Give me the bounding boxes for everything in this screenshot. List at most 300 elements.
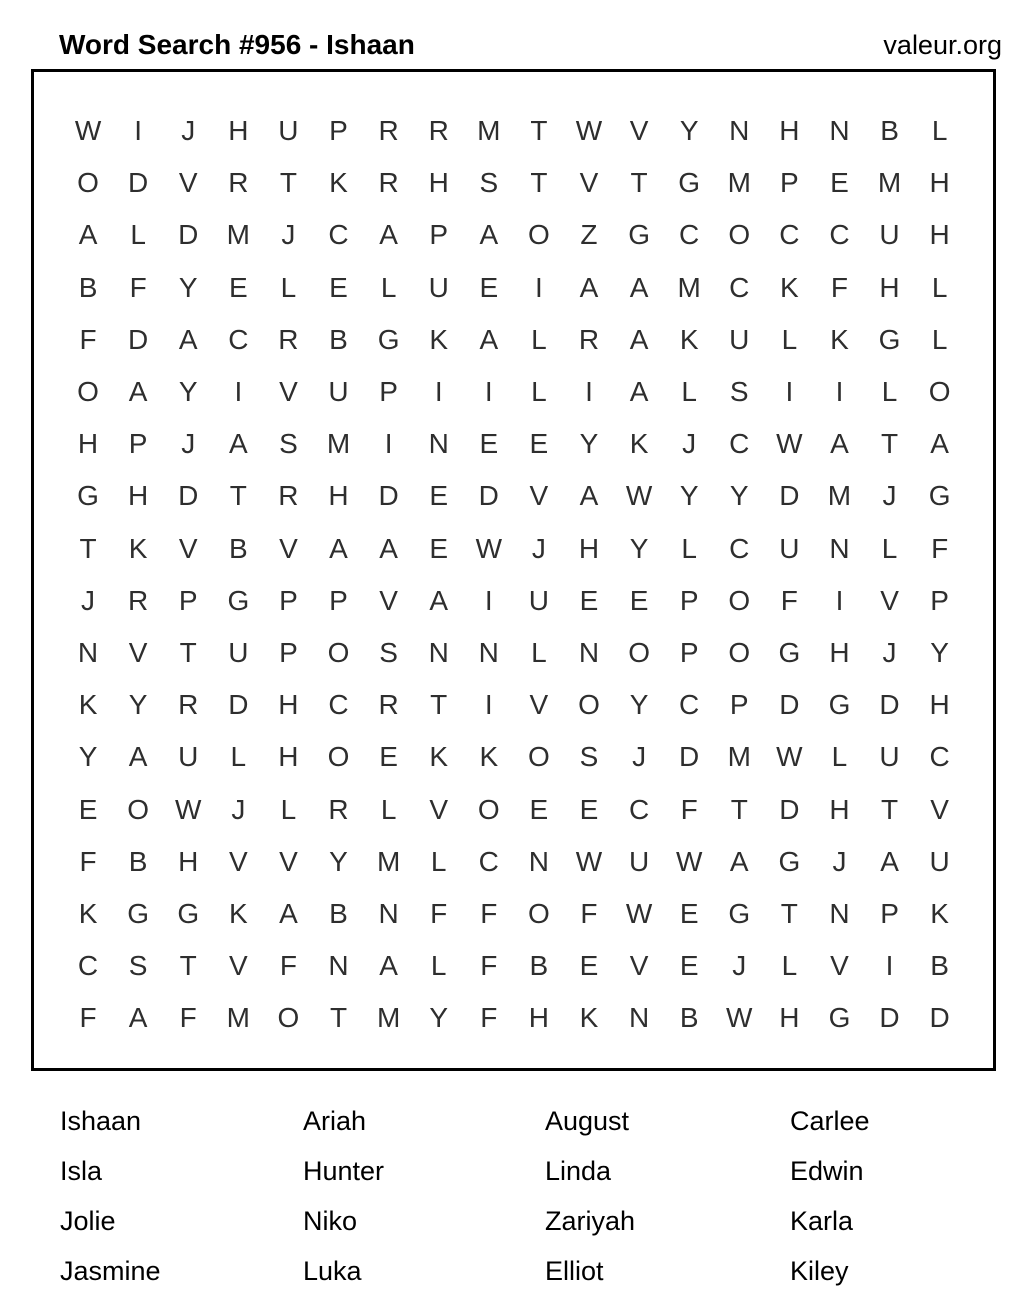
word-item: Jasmine [60, 1256, 161, 1286]
grid-cell: F [931, 532, 949, 564]
grid-cell: F [680, 793, 698, 825]
grid-cell: E [379, 741, 398, 773]
grid-cell: T [630, 167, 648, 199]
grid-cell: H [428, 167, 449, 199]
grid-cell: H [578, 532, 600, 564]
grid-cell: R [378, 689, 399, 721]
word-item: Ariah [303, 1106, 367, 1136]
grid-cell: T [279, 167, 297, 199]
grid-cell: N [829, 532, 850, 564]
grid-cell: I [434, 376, 443, 408]
grid-cell: E [579, 950, 599, 982]
grid-cell: A [78, 219, 98, 251]
grid-cell: L [881, 532, 898, 564]
word-search-grid [31, 69, 996, 1071]
grid-cell: O [528, 219, 550, 251]
grid-cell: B [128, 845, 148, 877]
grid-cell: W [175, 793, 202, 825]
grid-cell: C [328, 689, 349, 721]
grid-cell: E [579, 793, 599, 825]
grid-cell: A [479, 323, 499, 355]
grid-cell: V [228, 950, 248, 982]
grid-cell: M [376, 845, 401, 877]
grid-cell: G [377, 323, 400, 355]
grid-cell: W [475, 532, 503, 564]
grid-cell: A [930, 428, 949, 460]
grid-cell: E [228, 271, 248, 303]
grid-cell: N [729, 115, 750, 147]
grid-cell: L [380, 793, 397, 825]
grid-cell: R [378, 167, 399, 199]
grid-cell: E [830, 167, 849, 199]
grid-cell: L [531, 636, 547, 668]
grid-cell: E [329, 271, 348, 303]
grid-cell: W [726, 1002, 753, 1034]
grid-cell: O [578, 689, 600, 721]
grid-cell: A [128, 741, 148, 773]
grid-cell: Y [78, 741, 98, 773]
grid-cell: H [929, 689, 950, 721]
grid-cell: K [78, 689, 98, 721]
grid-cell: G [628, 219, 650, 251]
grid-cell: N [428, 636, 449, 668]
grid-cell: O [628, 636, 650, 668]
grid-cell: F [480, 897, 498, 929]
grid-cell: Y [679, 480, 699, 512]
grid-cell: D [378, 480, 399, 512]
grid-cell: C [729, 428, 750, 460]
letter-grid [63, 105, 965, 1044]
grid-cell: D [228, 689, 249, 721]
grid-cell: D [879, 1002, 900, 1034]
grid-cell: F [79, 1002, 97, 1034]
grid-cell: L [881, 376, 898, 408]
grid-cell: I [384, 428, 393, 460]
grid-cell: K [228, 897, 248, 929]
grid-cell: R [328, 793, 349, 825]
grid-cell: H [779, 115, 800, 147]
grid-cell: N [829, 115, 850, 147]
grid-cell: D [679, 741, 700, 773]
grid-cell: B [329, 323, 348, 355]
grid-cell: O [77, 167, 99, 199]
grid-cell: J [732, 950, 747, 982]
grid-cell: L [681, 532, 697, 564]
grid-cell: R [428, 115, 449, 147]
grid-cell: U [929, 845, 950, 877]
grid-cell: O [728, 219, 751, 251]
grid-cell: V [880, 584, 899, 616]
word-item: Ishaan [60, 1106, 142, 1136]
grid-cell: Y [930, 636, 949, 668]
word-item: Hunter [303, 1156, 385, 1186]
grid-cell: I [484, 689, 493, 721]
grid-cell: T [79, 532, 97, 564]
page-title: Word Search #956 - Ishaan [59, 29, 415, 60]
grid-cell: U [428, 271, 449, 303]
grid-cell: U [729, 323, 750, 355]
grid-cell: J [531, 532, 546, 564]
grid-cell: L [931, 271, 948, 303]
grid-cell: Y [178, 271, 198, 303]
grid-cell: K [780, 271, 799, 303]
grid-cell: C [829, 219, 850, 251]
grid-cell: O [728, 584, 751, 616]
grid-cell: N [378, 897, 399, 929]
grid-cell: N [328, 950, 349, 982]
grid-cell: K [629, 428, 649, 460]
grid-cell: D [879, 689, 900, 721]
grid-cell: R [178, 689, 199, 721]
grid-cell: V [529, 689, 549, 721]
grid-cell: E [479, 428, 499, 460]
grid-cell: L [130, 219, 146, 251]
word-item: Niko [303, 1206, 358, 1236]
grid-cell: J [882, 480, 897, 512]
word-item: Jolie [60, 1206, 116, 1236]
grid-cell: C [77, 950, 99, 982]
grid-cell: T [780, 897, 798, 929]
grid-cell: J [231, 793, 246, 825]
grid-cell: O [528, 741, 550, 773]
grid-cell: A [178, 323, 198, 355]
grid-cell: O [327, 741, 350, 773]
grid-cell: D [779, 480, 800, 512]
grid-cell: P [279, 584, 298, 616]
grid-cell: I [484, 376, 493, 408]
grid-cell: A [629, 271, 649, 303]
grid-cell: T [430, 689, 448, 721]
grid-cell: S [379, 636, 398, 668]
grid-cell: F [79, 323, 97, 355]
grid-cell: H [178, 845, 199, 877]
grid-cell: T [530, 167, 548, 199]
grid-cell: C [729, 532, 750, 564]
grid-cell: H [228, 115, 249, 147]
grid-cell: E [529, 428, 549, 460]
grid-cell: G [177, 897, 200, 929]
grid-cell: H [879, 271, 900, 303]
grid-cell: G [778, 845, 801, 877]
grid-cell: H [528, 1002, 549, 1034]
grid-cell: H [929, 167, 950, 199]
grid-cell: L [931, 115, 948, 147]
grid-cell: V [279, 845, 298, 877]
grid-cell: K [429, 741, 449, 773]
grid-cell: S [729, 376, 749, 408]
grid-cell: R [128, 584, 149, 616]
grid-cell: C [628, 793, 650, 825]
grid-cell: G [828, 689, 851, 721]
grid-cell: D [128, 323, 149, 355]
grid-cell: C [328, 219, 349, 251]
word-list [0, 1096, 1030, 1314]
grid-cell: K [679, 323, 699, 355]
grid-cell: V [178, 167, 198, 199]
grid-cell: G [127, 897, 150, 929]
grid-cell: K [930, 897, 949, 929]
grid-cell: U [228, 636, 249, 668]
grid-cell: U [879, 741, 900, 773]
grid-cell: E [579, 584, 599, 616]
grid-cell: H [328, 480, 349, 512]
grid-cell: P [880, 897, 899, 929]
word-item: Karla [790, 1206, 854, 1236]
grid-cell: A [729, 845, 749, 877]
grid-cell: C [679, 219, 700, 251]
grid-cell: J [281, 219, 296, 251]
grid-cell: U [328, 376, 349, 408]
grid-cell: I [484, 584, 493, 616]
grid-cell: V [930, 793, 949, 825]
grid-cell: I [585, 376, 593, 408]
grid-cell: P [329, 584, 348, 616]
grid-cell: T [229, 480, 247, 512]
grid-cell: L [230, 741, 247, 773]
grid-cell: B [228, 532, 248, 564]
word-item: Linda [545, 1156, 612, 1186]
grid-cell: A [429, 584, 449, 616]
grid-cell: I [835, 584, 844, 616]
grid-cell: K [429, 323, 449, 355]
grid-cell: B [78, 271, 98, 303]
grid-cell: P [930, 584, 949, 616]
grid-cell: M [727, 741, 751, 773]
grid-cell: U [178, 741, 199, 773]
grid-cell: O [327, 636, 350, 668]
grid-cell: U [278, 115, 299, 147]
grid-cell: A [128, 1002, 148, 1034]
grid-cell: Y [629, 689, 649, 721]
grid-cell: Y [629, 532, 649, 564]
grid-cell: A [128, 376, 148, 408]
grid-cell: L [681, 376, 697, 408]
grid-cell: L [280, 793, 297, 825]
word-item: Carlee [790, 1106, 870, 1136]
grid-cell: J [181, 428, 196, 460]
grid-cell: H [128, 480, 149, 512]
grid-cell: L [380, 271, 397, 303]
grid-cell: O [928, 376, 951, 408]
grid-cell: O [127, 793, 150, 825]
grid-cell: R [278, 480, 299, 512]
grid-cell: M [727, 167, 751, 199]
grid-cell: L [831, 741, 848, 773]
grid-cell: I [835, 376, 844, 408]
grid-cell: B [529, 950, 549, 982]
grid-cell: O [728, 636, 751, 668]
grid-cell: H [829, 636, 850, 668]
word-item: August [545, 1106, 630, 1136]
grid-cell: Y [128, 689, 148, 721]
grid-cell: C [929, 741, 950, 773]
grid-cell: F [830, 271, 848, 303]
site-link[interactable]: valeur.org [883, 30, 1002, 60]
grid-cell: S [579, 741, 599, 773]
grid-cell: P [679, 636, 699, 668]
grid-cell: A [629, 323, 649, 355]
grid-cell: W [575, 115, 603, 147]
grid-cell: L [781, 950, 798, 982]
grid-cell: E [529, 793, 549, 825]
grid-cell: D [779, 793, 800, 825]
word-item: Kiley [790, 1256, 849, 1286]
grid-cell: E [629, 584, 649, 616]
grid-cell: G [678, 167, 701, 199]
grid-cell: K [78, 897, 98, 929]
grid-cell: T [730, 793, 748, 825]
grid-cell: J [882, 636, 897, 668]
grid-cell: M [677, 271, 701, 303]
grid-cell: A [830, 428, 849, 460]
grid-cell: G [828, 1002, 851, 1034]
grid-cell: K [128, 532, 148, 564]
grid-cell: V [279, 376, 298, 408]
grid-cell: P [128, 428, 148, 460]
grid-cell: Y [429, 1002, 449, 1034]
grid-cell: G [728, 897, 751, 929]
grid-cell: A [379, 532, 398, 564]
grid-cell: U [628, 845, 650, 877]
grid-cell: O [528, 897, 550, 929]
grid-cell: W [575, 845, 603, 877]
grid-cell: F [279, 950, 297, 982]
grid-cell: J [682, 428, 697, 460]
word-item: Elliot [545, 1256, 604, 1286]
grid-cell: A [629, 376, 649, 408]
grid-cell: H [779, 1002, 800, 1034]
grid-cell: F [179, 1002, 197, 1034]
grid-cell: L [781, 323, 798, 355]
grid-cell: T [179, 950, 197, 982]
grid-cell: B [930, 950, 949, 982]
grid-cell: F [129, 271, 147, 303]
grid-cell: G [878, 323, 901, 355]
grid-cell: D [478, 480, 499, 512]
word-item: Edwin [790, 1156, 864, 1186]
grid-cell: V [529, 480, 549, 512]
grid-cell: K [329, 167, 348, 199]
grid-cell: L [531, 376, 547, 408]
grid-cell: J [832, 845, 847, 877]
grid-cell: D [178, 480, 199, 512]
grid-cell: S [479, 167, 499, 199]
grid-cell: Y [579, 428, 599, 460]
grid-cell: G [77, 480, 99, 512]
grid-cell: L [280, 271, 297, 303]
grid-cell: H [829, 793, 850, 825]
grid-cell: U [528, 584, 549, 616]
grid-cell: B [880, 115, 899, 147]
grid-cell: A [379, 219, 398, 251]
grid-cell: F [580, 897, 598, 929]
grid-cell: G [928, 480, 951, 512]
grid-cell: L [531, 323, 547, 355]
grid-cell: W [776, 428, 803, 460]
grid-cell: D [929, 1002, 950, 1034]
grid-cell: Z [580, 219, 598, 251]
grid-cell: H [77, 428, 99, 460]
grid-cell: M [477, 115, 501, 147]
grid-cell: P [178, 584, 198, 616]
grid-cell: W [74, 115, 102, 147]
grid-cell: F [430, 897, 448, 929]
grid-cell: W [625, 897, 653, 929]
grid-cell: P [429, 219, 449, 251]
grid-cell: P [729, 689, 749, 721]
grid-cell: L [931, 323, 948, 355]
grid-cell: F [780, 584, 798, 616]
grid-cell: A [880, 845, 899, 877]
grid-cell: K [830, 323, 849, 355]
grid-cell: I [134, 115, 143, 147]
grid-cell: V [228, 845, 248, 877]
grid-cell: T [880, 428, 899, 460]
grid-cell: O [477, 793, 500, 825]
grid-cell: Y [679, 115, 699, 147]
grid-cell: B [329, 897, 348, 929]
grid-cell: P [329, 115, 348, 147]
grid-cell: P [279, 636, 298, 668]
grid-cell: Y [329, 845, 348, 877]
grid-cell: O [77, 376, 99, 408]
grid-cell: S [128, 950, 148, 982]
grid-cell: K [579, 1002, 599, 1034]
grid-cell: D [178, 219, 199, 251]
word-item: Isla [60, 1156, 103, 1186]
grid-cell: V [379, 584, 398, 616]
grid-cell: F [480, 1002, 498, 1034]
grid-cell: T [179, 636, 197, 668]
grid-cell: N [628, 1002, 650, 1034]
grid-cell: R [278, 323, 299, 355]
grid-cell: H [278, 741, 299, 773]
grid-cell: K [479, 741, 499, 773]
grid-cell: E [479, 271, 499, 303]
grid-cell: Y [729, 480, 749, 512]
grid-cell: D [128, 167, 149, 199]
grid-cell: V [178, 532, 198, 564]
grid-cell: E [679, 950, 699, 982]
grid-cell: B [679, 1002, 699, 1034]
grid-cell: M [376, 1002, 401, 1034]
grid-cell: C [679, 689, 700, 721]
grid-cell: R [228, 167, 249, 199]
word-item: Zariyah [545, 1206, 636, 1236]
grid-cell: P [780, 167, 799, 199]
grid-cell: T [880, 793, 899, 825]
grid-cell: E [78, 793, 98, 825]
grid-cell: A [279, 897, 298, 929]
grid-cell: M [226, 1002, 250, 1034]
grid-cell: J [632, 741, 647, 773]
grid-cell: R [578, 323, 600, 355]
grid-cell: L [430, 845, 447, 877]
grid-cell: V [429, 793, 449, 825]
grid-cell: J [81, 584, 96, 616]
grid-cell: A [479, 219, 499, 251]
grid-cell: E [679, 897, 699, 929]
grid-cell: A [579, 480, 599, 512]
grid-cell: F [79, 845, 97, 877]
grid-cell: C [478, 845, 499, 877]
grid-cell: C [779, 219, 800, 251]
grid-cell: M [226, 219, 250, 251]
grid-cell: E [429, 480, 449, 512]
grid-cell: W [625, 480, 653, 512]
grid-cell: S [279, 428, 298, 460]
grid-cell: C [729, 271, 750, 303]
